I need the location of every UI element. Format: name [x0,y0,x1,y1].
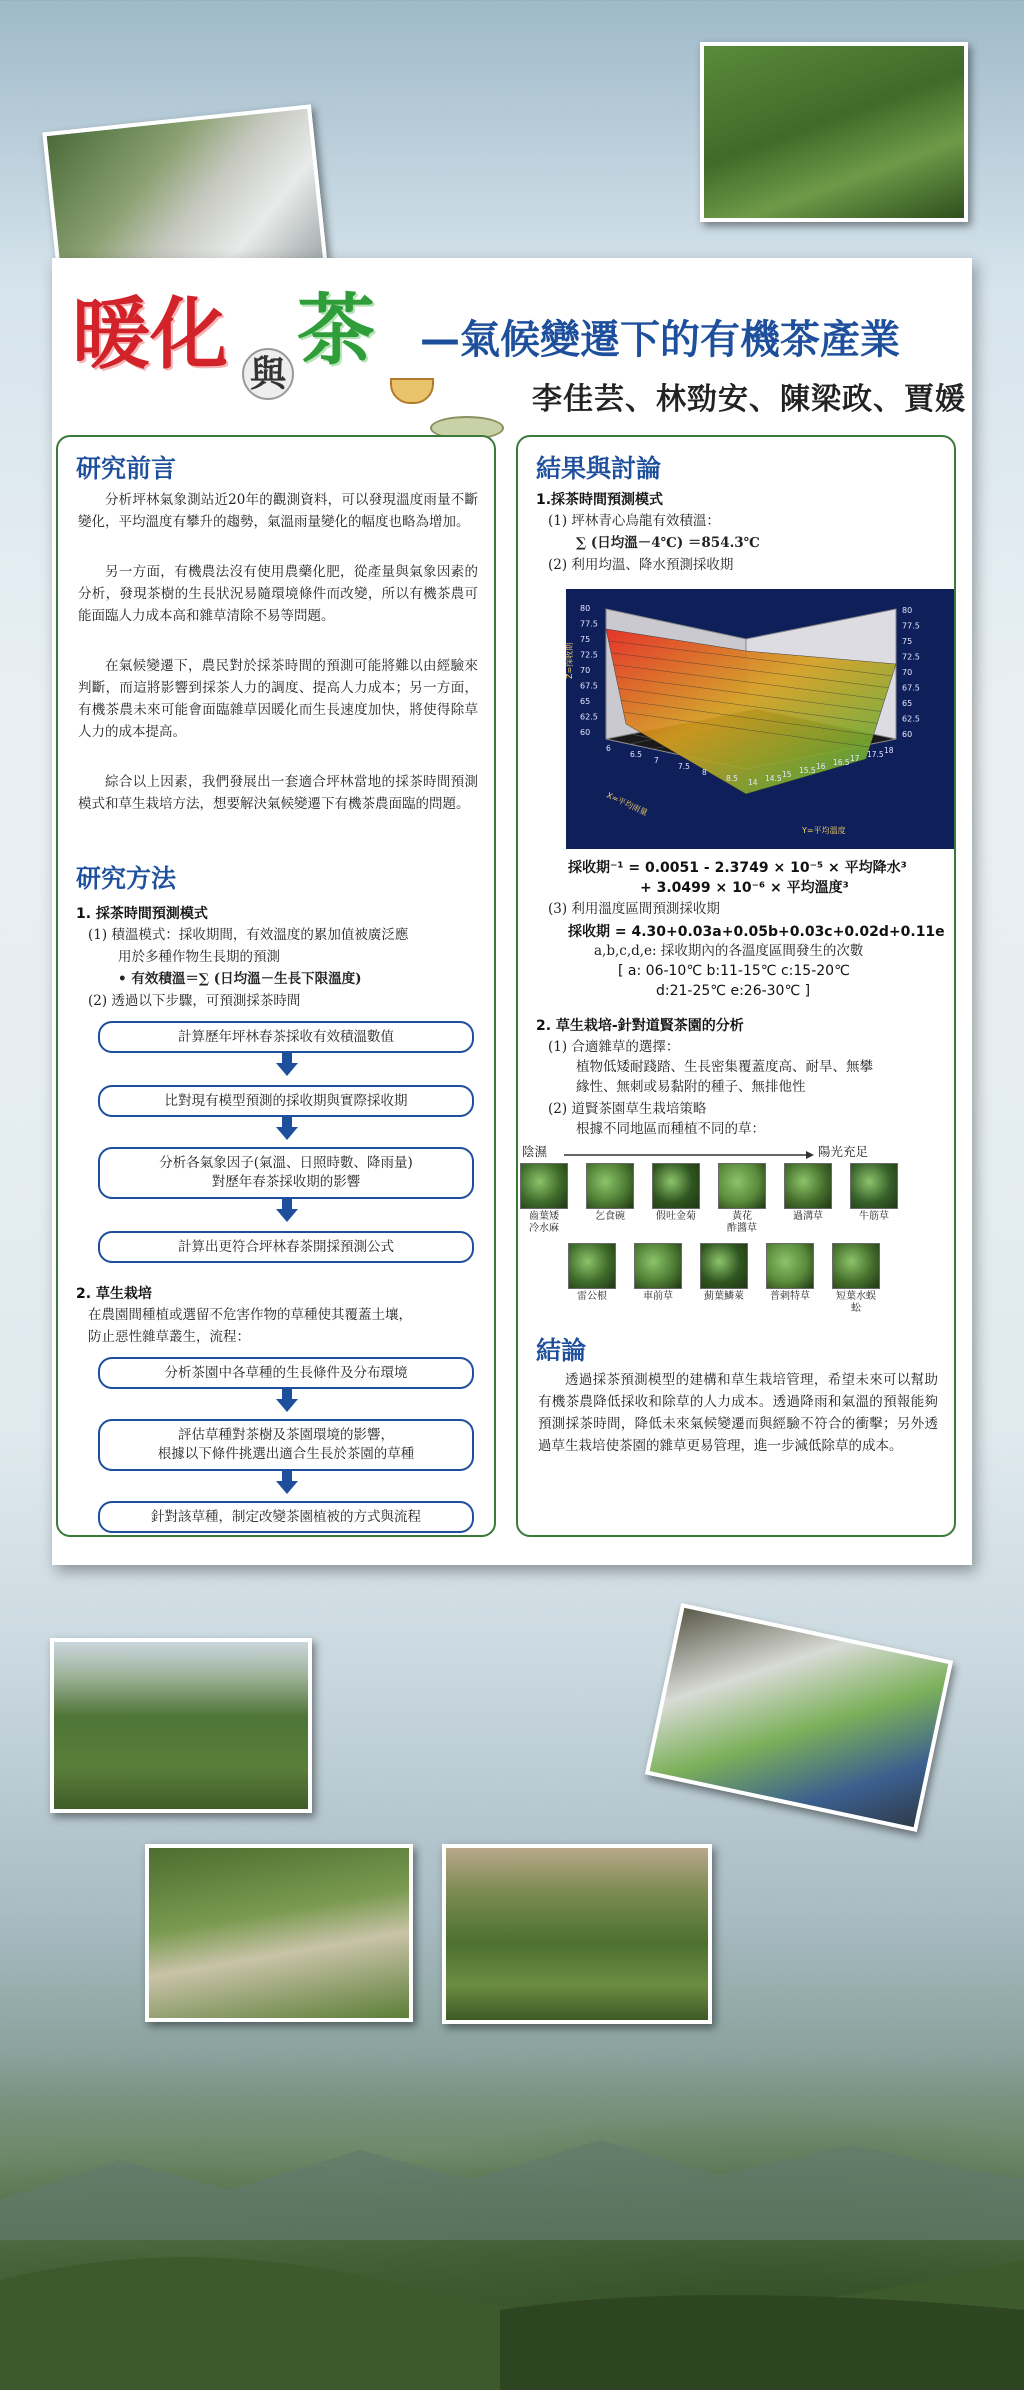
grass-row-1 [520,1163,916,1235]
equation-1a: 採收期⁻¹ = 0.0051 - 2.3749 × 10⁻⁵ × 平均降水³ [568,860,907,876]
results-s2-title: 2. 草生栽培-針對道賢茶園的分析 [536,1018,744,1034]
chart-z-tick-label-right: 72.5 [902,652,920,662]
chart-z-tick-label: 72.5 [580,650,598,660]
chart-z-tick-label: 65 [580,697,591,706]
chart-z-tick-label-right: 80 [902,606,913,615]
chart-z-tick-label-right: 62.5 [902,714,920,724]
grass-photo [634,1243,682,1289]
methods-s2-title: 2. 草生栽培 [76,1286,152,1302]
grass-photo [652,1163,700,1209]
chart-y-tick-label: 17 [850,754,860,763]
grass-photo [520,1163,568,1209]
chart-y-tick-label: 17.5 [867,750,884,759]
chart-z-tick-label: 62.5 [580,712,598,722]
methods-s1-title: 1. 採茶時間預測模式 [76,906,208,922]
chart-y-tick-label: 16.5 [833,758,850,767]
flow2-step-3: 針對該草種，制定改變茶園植被的方式與流程 [98,1501,474,1533]
chart-z-tick-label-right: 67.5 [902,683,920,693]
grass-thumbnail [784,1163,832,1235]
grass-label: 齒葉矮 冷水麻 [529,1211,559,1234]
methods-s1-item2: (2) 透過以下步驟，可預測採茶時間 [88,993,301,1009]
results-item2: (2) 利用均溫、降水預測採收期 [548,557,734,573]
temp-ranges-a: [ a: 06-10℃ b:11-15℃ c:15-20℃ [618,963,850,979]
grass-thumbnail [586,1163,634,1235]
grass-photo [832,1243,880,1289]
results-heading: 結果與討論 [536,454,662,483]
chart-x-tick-label: 8.5 [726,774,738,783]
results-j1-text-b: 緣性、無刺或易黏附的種子、無排他性 [576,1079,806,1095]
intro-paragraph-2: 另一方面，有機農法沒有使用農藥化肥，從產量與氣象因素的分析，發現茶樹的生長狀況易隨環境條件而改變，所以有機茶農可能面臨人力成本高和雜草清除不易等問題。 [78,564,478,624]
results-j2-text: 根據不同地區而種植不同的草： [576,1121,765,1137]
equation-1b: + 3.0499 × 10⁻⁶ × 平均溫度³ [640,880,849,896]
interview-photo [645,1603,953,1832]
methods-s1-item1b: 用於多種作物生長期的預測 [118,949,280,965]
chart-x-tick-label: 7 [654,756,659,765]
grass-label: 車前草 [643,1291,673,1302]
grass-photo [784,1163,832,1209]
methods-s2-text-a: 在農園間種植或選留不危害作物的草種使其覆蓋土壤， [88,1307,412,1323]
chart-x-tick-label: 6 [606,744,611,753]
flow-arrow-icon [276,1209,298,1222]
grass-thumbnail [520,1163,568,1235]
intro-paragraph-3: 在氣候變遷下，農民對於採茶時間的預測可能將難以由經驗來判斷，而這將影響到採茶人力的調度、提高人力成本；另一方面，有機茶農未來可能會面臨雜草因暖化而生長速度加快，將使得除草人力的成本提高。 [78,658,478,740]
grass-label: 乞食碗 [595,1211,625,1222]
title-tea: 茶 [297,285,376,376]
weeding-group-photo [145,1844,413,2022]
chart-x-tick-label: 6.5 [630,750,642,759]
grass-thumbnail [700,1243,748,1315]
flow-arrow-icon [276,1063,298,1076]
grass-label: 牛筋草 [859,1211,889,1222]
chart-z-tick-label: 67.5 [580,681,598,691]
grass-thumbnail [766,1243,814,1315]
flow1-step-4: 計算出更符合坪林春茶開採預測公式 [98,1231,474,1263]
authors: 李佳芸、林勁安、陳梁政、賈媛 [532,382,966,417]
flow-arrow-icon [276,1481,298,1494]
grass-photo [850,1163,898,1209]
chart-y-tick-label: 14 [748,778,758,787]
sun-label: 陽光充足 [818,1144,869,1159]
teacup-icon [390,378,434,404]
chart-z-tick-label: 70 [580,666,591,675]
grass-thumbnail [850,1163,898,1235]
grass-row-2 [568,1243,898,1315]
results-s1-title: 1.採茶時間預測模式 [536,492,664,508]
grass-label: 普剌特草 [770,1291,810,1302]
harvest-surface-chart [566,589,954,849]
intro-paragraph-4: 綜合以上因素，我們發展出一套適合坪林當地的採茶時間預測模式和草生栽培方法，想要解決氣候變遷下有機茶農面臨的問題。 [78,774,478,812]
chart-z-tick-label-right: 77.5 [902,621,920,631]
grass-thumbnail [832,1243,880,1315]
flow-arrow-icon [276,1127,298,1140]
grass-label: 雷公根 [577,1291,607,1302]
chart-z-tick-label-right: 70 [902,668,913,677]
foreground-hills [0,2220,1024,2390]
flow2-step-2: 評估草種對茶樹及茶園環境的影響， 根據以下條件挑選出適合生長於茶園的草種 [98,1419,474,1471]
gradient-arrow-icon [564,1151,814,1159]
chart-z-axis-label: Z=採收期 [565,642,574,679]
poster-card [52,258,972,1565]
grass-label: 假吐金菊 [656,1211,696,1222]
grass-thumbnail [634,1243,682,1315]
equation-2: 採收期 = 4.30+0.03a+0.05b+0.03c+0.02d+0.11e [568,924,945,940]
grass-photo [718,1163,766,1209]
title-connector: 與 [242,348,294,400]
chart-y-tick-label: 14.5 [765,774,782,783]
flow2-step-1: 分析茶園中各草種的生長條件及分布環境 [98,1357,474,1389]
chart-x-tick-label: 8 [702,768,707,777]
chart-x-axis-label: X=平均雨量 [605,790,650,818]
methods-s1-item1a: (1) 積溫模式：採收期間，有效溫度的累加值被廣泛應 [88,927,409,943]
chart-z-tick-label-right: 60 [902,730,913,739]
subtitle: —氣候變遷下的有機茶產業 [420,317,900,363]
methods-s2-text-b: 防止惡性雜草叢生，流程： [88,1329,250,1345]
grass-photo [568,1243,616,1289]
results-j1-text-a: 植物低矮耐踐踏、生長密集覆蓋度高、耐旱、無攀 [576,1059,873,1075]
grass-label: 過溝草 [793,1211,823,1222]
intro-paragraph-1: 分析坪林氣象測站近20年的觀測資料，可以發現溫度雨量不斷變化，平均溫度有攀升的趨勢，氣溫雨量變化的幅度也略為增加。 [78,492,478,530]
effective-temp-formula: • 有效積溫＝∑ (日均溫－生長下限溫度) [118,971,362,987]
title-warming: 暖化 [72,289,229,380]
grass-label: 黃花 酢醬草 [727,1211,757,1234]
grass-thumbnail [568,1243,616,1315]
chart-y-tick-label: 18 [884,746,894,755]
conclusion-text: 透過採茶預測模型的建構和草生栽培管理，希望未來可以幫助有機茶農降低採收和除草的人力成本。透過降雨和氣溫的預報能夠預測採茶時間，降低未來氣候變遷而與經驗不符合的衝擊；另外透過草生栽培使茶園的雜草更易管理，進一步減低除草的成本。 [538,1372,938,1454]
results-j2: (2) 道賢茶園草生栽培策略 [548,1101,707,1117]
flow1-step-2: 比對現有模型預測的採收期與實際採收期 [98,1085,474,1117]
title-area [72,285,966,417]
mountain-landscape [0,2060,1024,2388]
chart-y-tick-label: 15.5 [799,766,816,775]
chart-y-axis-label: Y=平均溫度 [802,826,846,835]
grass-photo [766,1243,814,1289]
grass-thumbnail [718,1163,766,1235]
field-visit-photo [50,1638,312,1813]
methods-heading: 研究方法 [76,864,177,893]
right-panel [516,435,956,1537]
tea-farmer-photo [700,42,968,222]
chart-y-tick-label: 15 [782,770,792,779]
conclusion-heading: 結論 [536,1336,587,1365]
results-j1: (1) 合適雜草的選擇： [548,1039,680,1055]
grass-photo [700,1243,748,1289]
temp-ranges-b: d:21-25℃ e:26-30℃ ] [656,983,811,999]
flow-arrow-icon [276,1399,298,1412]
grass-label: 短葉水蜈蚣 [836,1291,876,1314]
grass-label: 薊葉鱗萊 [704,1291,744,1302]
intro-heading: 研究前言 [76,454,177,483]
grass-photo [586,1163,634,1209]
tea-garden-path-photo [442,1844,712,2024]
chart-z-tick-label: 60 [580,728,591,737]
chart-z-tick-label: 77.5 [580,619,598,629]
equation-2-note: a,b,c,d,e: 採收期內的各溫度區間發生的次數 [594,943,864,959]
chart-y-tick-label: 16 [816,762,826,771]
chart-z-tick-label-right: 75 [902,637,913,646]
results-item1: (1) 坪林青心烏龍有效積溫： [548,513,720,529]
flow1-step-1: 計算歷年坪林春茶採收有效積溫數值 [98,1021,474,1053]
chart-z-tick-label: 80 [580,604,591,613]
results-item3: (3) 利用溫度區間預測採收期 [548,901,720,917]
shade-label: 陰濕 [522,1144,548,1159]
grass-thumbnail [652,1163,700,1235]
effective-temp-result: ∑ (日均溫－4℃) ＝854.3℃ [576,535,760,551]
left-panel [56,435,496,1537]
chart-z-tick-label-right: 65 [902,699,913,708]
surface-chart-svg [566,589,954,849]
chart-x-tick-label: 7.5 [678,762,690,771]
flow1-step-3: 分析各氣象因子(氣溫、日照時數、降雨量) 對歷年春茶採收期的影響 [98,1147,474,1199]
chart-z-tick-label: 75 [580,635,591,644]
